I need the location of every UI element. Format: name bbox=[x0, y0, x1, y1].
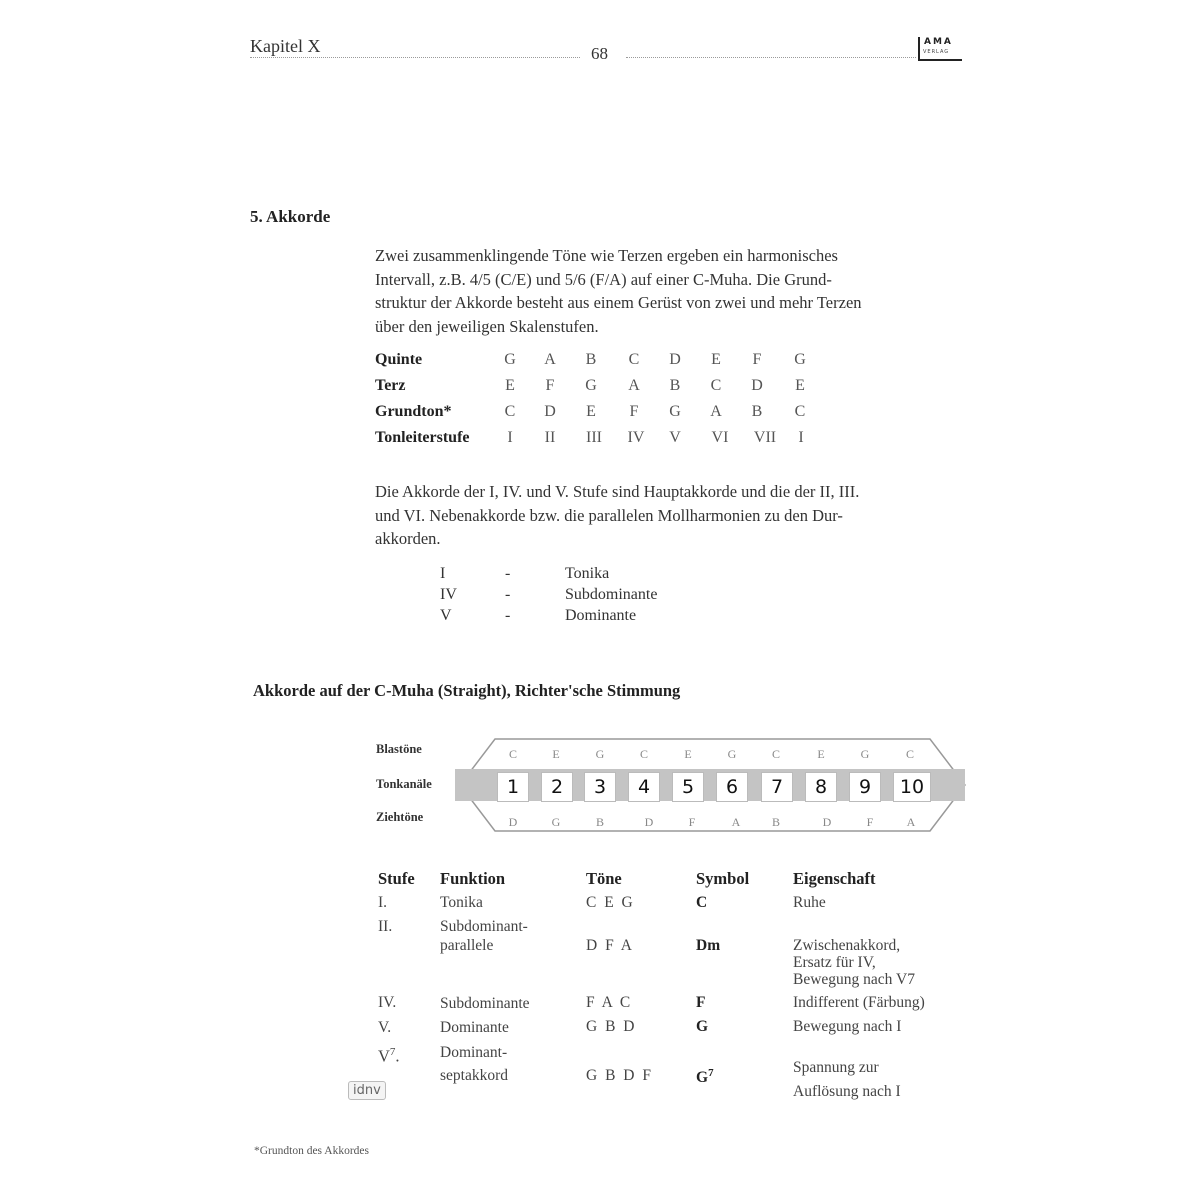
draw-note: D bbox=[508, 815, 518, 829]
blow-note: G bbox=[727, 747, 737, 761]
row-eigenschaft: Zwischenakkord, bbox=[793, 937, 901, 954]
logo-bottom-text: VERLAG bbox=[923, 49, 950, 55]
row-eigenschaft: Auflösung nach I bbox=[793, 1083, 901, 1100]
blow-note: E bbox=[817, 747, 825, 761]
col-header-stufe: Stufe bbox=[378, 869, 415, 888]
row-funktion: Subdominante bbox=[440, 995, 530, 1012]
row-toene: D F A bbox=[586, 937, 634, 954]
scale-row-label: Tonleiterstufe bbox=[375, 429, 470, 446]
paragraph-line: Die Akkorde der I, IV. und V. Stufe sind Hauptakkorde und die der II, III. bbox=[375, 482, 860, 501]
scale-cell: D bbox=[751, 377, 763, 394]
hole-number: 5 bbox=[672, 772, 704, 802]
row-funktion: Subdominant- bbox=[440, 918, 528, 935]
hole-number: 2 bbox=[541, 772, 573, 802]
row-eigenschaft: Ersatz für IV, bbox=[793, 954, 876, 971]
scale-cell: C bbox=[504, 403, 516, 420]
row-toene: C E G bbox=[586, 894, 635, 911]
scale-cell: A bbox=[710, 403, 722, 420]
hole-number: 9 bbox=[849, 772, 881, 802]
row-symbol: Dm bbox=[696, 937, 721, 954]
scale-cell: D bbox=[544, 403, 556, 420]
scale-cell: E bbox=[586, 403, 596, 420]
scale-cell: A bbox=[544, 351, 556, 368]
function-name: Dominante bbox=[565, 607, 637, 624]
blow-label: Blastöne bbox=[376, 742, 422, 756]
intro-paragraph bbox=[375, 244, 965, 338]
scale-cell: V bbox=[669, 429, 681, 446]
draw-note: G bbox=[551, 815, 561, 829]
row-symbol-g7 bbox=[696, 1064, 714, 1087]
row-eigenschaft: Bewegung nach V7 bbox=[793, 971, 915, 988]
intro-line: Intervall, z.B. 4/5 (C/E) und 5/6 (F/A) auf einer C-Muha. Die Grund- bbox=[375, 269, 832, 289]
paragraph-line: akkorden. bbox=[375, 529, 441, 548]
header-rule-right bbox=[626, 57, 916, 58]
holes-label: Tonkanäle bbox=[376, 777, 432, 791]
hole-number: 1 bbox=[497, 772, 529, 802]
row-toene: G B D F bbox=[586, 1067, 653, 1084]
scale-cell: B bbox=[669, 377, 681, 394]
function-degree: I bbox=[440, 565, 446, 582]
harmonica-title: Akkorde auf der C-Muha (Straight), Richter'sche Stimmung bbox=[253, 681, 681, 700]
draw-note: D bbox=[644, 815, 654, 829]
row-eigenschaft: Ruhe bbox=[793, 894, 826, 911]
row-stufe: V bbox=[378, 1046, 390, 1066]
scale-cell: I bbox=[507, 429, 513, 446]
draw-label: Ziehtöne bbox=[376, 810, 424, 824]
scale-cell: B bbox=[751, 403, 763, 420]
scale-cell: II bbox=[544, 429, 556, 446]
page-number: 68 bbox=[591, 44, 608, 63]
blow-note: C bbox=[905, 747, 914, 761]
function-dash: - bbox=[505, 586, 511, 603]
chapter-header: Kapitel X bbox=[250, 36, 321, 56]
scale-cell: C bbox=[794, 403, 806, 420]
blow-note: G bbox=[860, 747, 870, 761]
scale-cell: A bbox=[628, 377, 640, 394]
row-funktion: Dominante bbox=[440, 1019, 509, 1036]
draw-note: F bbox=[866, 815, 874, 829]
row-stufe-sup: 7 bbox=[389, 1046, 396, 1058]
scale-cell: C bbox=[628, 351, 640, 368]
col-header-symbol: Symbol bbox=[696, 869, 750, 888]
function-degree: V bbox=[440, 607, 452, 624]
draw-note: B bbox=[771, 815, 780, 829]
row-stufe: I. bbox=[378, 894, 388, 911]
row-stufe: II. bbox=[378, 918, 393, 935]
row-eigenschaft: Indifferent (Färbung) bbox=[793, 994, 925, 1011]
col-header-funktion: Funktion bbox=[440, 869, 506, 888]
row-toene: G B D bbox=[586, 1018, 637, 1035]
col-header-eigenschaft: Eigenschaft bbox=[793, 869, 876, 888]
draw-note: A bbox=[731, 815, 741, 829]
scale-cell: D bbox=[669, 351, 681, 368]
scale-cell: G bbox=[504, 351, 516, 368]
hole-number: 7 bbox=[761, 772, 793, 802]
scale-cell: C bbox=[710, 377, 722, 394]
row-stufe: IV. bbox=[378, 994, 397, 1011]
intro-line: über den jeweiligen Skalenstufen. bbox=[375, 316, 599, 336]
function-name: Subdominante bbox=[565, 586, 658, 603]
row-stufe: V. bbox=[378, 1019, 392, 1036]
watermark-badge: idnv bbox=[348, 1081, 386, 1100]
scale-row-label: Grundton* bbox=[375, 403, 452, 420]
scale-cell: F bbox=[752, 351, 762, 368]
row-stufe-suffix: . bbox=[395, 1046, 400, 1066]
hole-number: 6 bbox=[716, 772, 748, 802]
section-title: 5. Akkorde bbox=[250, 207, 331, 226]
scale-cell: III bbox=[586, 429, 602, 446]
scale-cell: F bbox=[629, 403, 639, 420]
col-header-toene: Töne bbox=[586, 869, 622, 888]
scale-cell: G bbox=[585, 377, 597, 394]
blow-note: C bbox=[508, 747, 517, 761]
hole-number: 10 bbox=[893, 772, 931, 802]
row-stufe-v7 bbox=[378, 1043, 400, 1066]
row-funktion: Dominant- bbox=[440, 1044, 508, 1061]
publisher-logo bbox=[918, 37, 962, 61]
function-dash: - bbox=[505, 565, 511, 582]
blow-note: G bbox=[595, 747, 605, 761]
blow-note: E bbox=[684, 747, 692, 761]
intro-line: struktur der Akkorde besteht aus einem Gerüst von zwei und mehr Terzen bbox=[375, 293, 862, 312]
blow-note: C bbox=[771, 747, 780, 761]
scale-cell: IV bbox=[627, 429, 645, 446]
row-symbol-sup: 7 bbox=[708, 1067, 714, 1079]
blow-note: E bbox=[552, 747, 560, 761]
row-funktion: septakkord bbox=[440, 1067, 509, 1084]
scale-cell: VI bbox=[711, 429, 729, 446]
function-degree: IV bbox=[440, 586, 457, 603]
paragraph-line: und VI. Nebenakkorde bzw. die parallelen Mollharmonien zu den Dur- bbox=[375, 505, 843, 525]
hole-number: 8 bbox=[805, 772, 837, 802]
intro-line: Zwei zusammenklingende Töne wie Terzen ergeben ein harmonisches bbox=[375, 246, 838, 265]
scale-row-label: Quinte bbox=[375, 351, 423, 368]
hole-number: 4 bbox=[628, 772, 660, 802]
scale-row-label: Terz bbox=[375, 377, 406, 394]
row-eigenschaft: Bewegung nach I bbox=[793, 1018, 902, 1035]
function-name: Tonika bbox=[565, 565, 610, 582]
row-funktion: Tonika bbox=[440, 894, 483, 911]
scale-cell: G bbox=[794, 351, 806, 368]
row-symbol: C bbox=[696, 894, 708, 911]
harmonica-hole-bar bbox=[455, 769, 965, 801]
draw-note: D bbox=[822, 815, 832, 829]
row-symbol: G bbox=[696, 1018, 709, 1035]
scale-cell: E bbox=[505, 377, 515, 394]
draw-note: B bbox=[595, 815, 604, 829]
draw-note: F bbox=[688, 815, 696, 829]
logo-top-text: AMA bbox=[924, 37, 953, 47]
hole-number: 3 bbox=[584, 772, 616, 802]
main-chords-paragraph bbox=[375, 480, 965, 551]
row-toene: F A C bbox=[586, 994, 633, 1011]
scale-cell: G bbox=[669, 403, 681, 420]
scale-cell: F bbox=[545, 377, 555, 394]
scale-cell: B bbox=[585, 351, 597, 368]
row-symbol: G bbox=[696, 1069, 709, 1087]
header-rule-left bbox=[250, 57, 580, 58]
blow-note: C bbox=[639, 747, 648, 761]
row-funktion: parallele bbox=[440, 937, 494, 954]
row-symbol: F bbox=[696, 994, 706, 1011]
scale-cell: I bbox=[798, 429, 804, 446]
scale-cell: E bbox=[711, 351, 721, 368]
footnote: *Grundton des Akkordes bbox=[254, 1145, 369, 1157]
function-dash: - bbox=[505, 607, 511, 624]
draw-note: A bbox=[906, 815, 916, 829]
scale-cell: VII bbox=[753, 429, 777, 446]
row-eigenschaft: Spannung zur bbox=[793, 1059, 879, 1076]
scale-cell: E bbox=[795, 377, 805, 394]
